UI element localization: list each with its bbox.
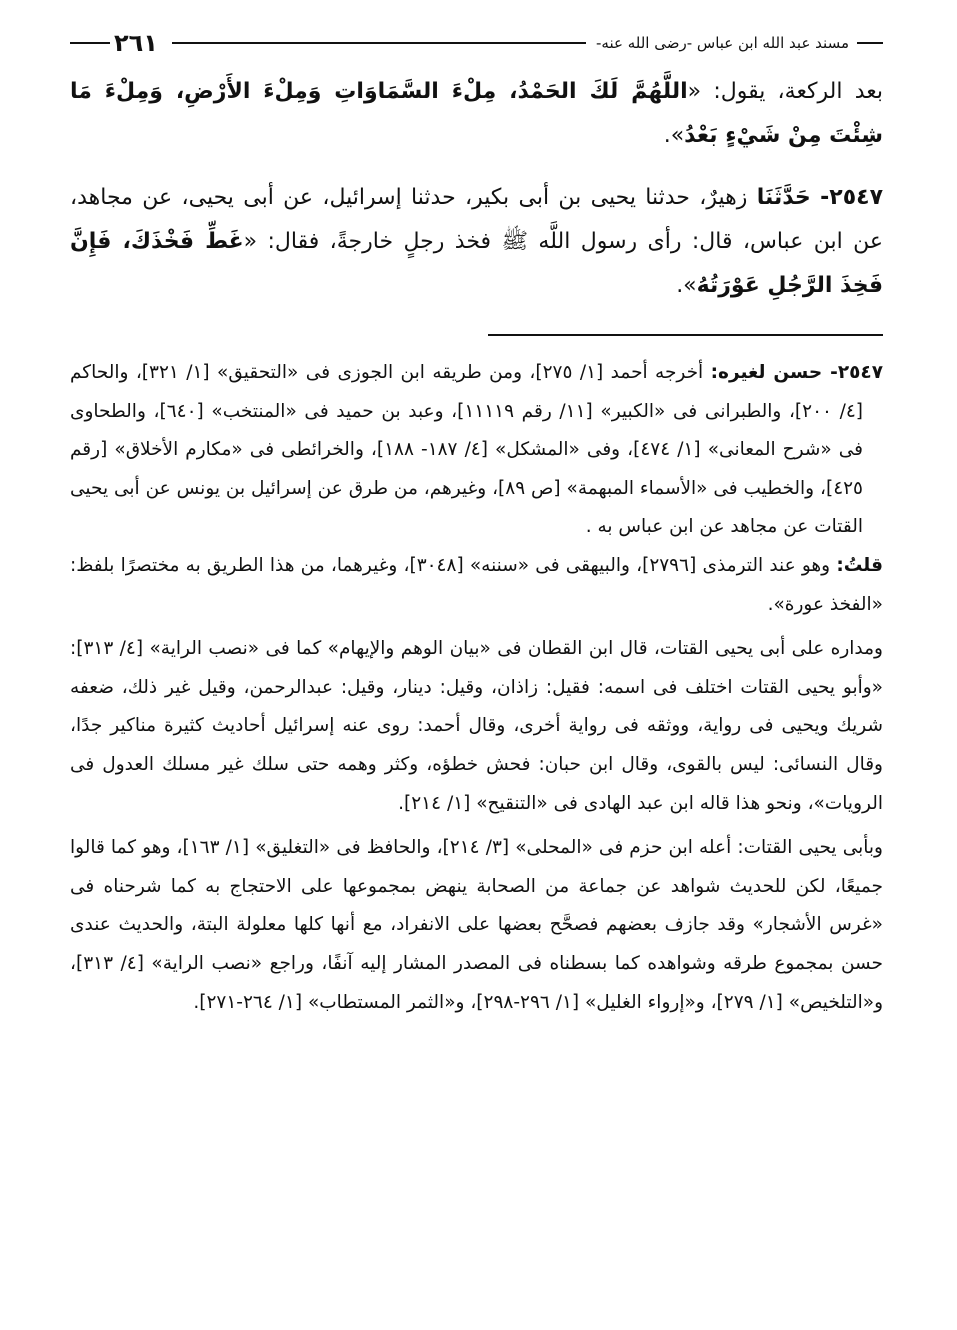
paragraph-end: ». bbox=[663, 123, 685, 148]
footnote-qultu bbox=[70, 547, 883, 624]
hadith-chain: زهيرٌ، حدثنا يحيى بن أبى بكير، حدثنا إسرائيل، عن أبى يحيى، عن مجاهد، عن ابن عباس، قال: رأى رسول اللَّه ﷺ فخذ رجلٍ خارجةً، فقال: « bbox=[70, 185, 883, 254]
paragraph-intro: بعد الركعة، يقول: « bbox=[687, 79, 883, 104]
running-header bbox=[70, 26, 883, 60]
continued-paragraph bbox=[70, 70, 883, 158]
header-rule-start bbox=[857, 42, 883, 44]
prophetic-quote: اللَّهُمَّ لَكَ الحَمْدُ، مِلْءَ السَّمَاوَاتِ وَمِلْءَ الأَرْضِ، وَمِلْءَ مَا شِئْتَ مِنْ شَيْءٍ بَعْدُ bbox=[70, 79, 883, 148]
header-rule bbox=[172, 42, 586, 44]
analysis-text: ومداره على أبى يحيى القتات، قال ابن القطان فى «بيان الوهم والإيهام» كما فى «نصب الراية» [٤/ ٣١٣]: «وأبو يحيى القتات اختلف فى اسمه: فقيل: زاذان، وقيل: دينار، وقيل: عبدالرحمن، وقيل غير ذلك، ضعفه شريك ويحيى فى رواية، ووثقه فى رواية أخرى، وقال أحمد: روى عنه إسرائيل أحاديث كثيرة مناكير جدًا، وقال النسائى: ليس بالقوى، وقال ابن حبان: فحش خطؤه، وكثر وهمه حتى سلك غير مسلك العدول فى الرويات»، ونحو هذا قاله ابن عبد الهادى فى «التنقيح» [١/ ٢١٤]. bbox=[70, 638, 883, 814]
book-page bbox=[70, 26, 883, 1300]
hadith-quote: غَطِّ فَخْذَكَ، فَإِنَّ فَخِذَ الرَّجُلِ عَوْرَتُهُ bbox=[70, 229, 883, 298]
hadith-end: ». bbox=[676, 273, 697, 298]
footnotes bbox=[70, 354, 883, 1022]
footnote-takhrij-text: أخرجه أحمد [١/ ٢٧٥]، ومن طريقه ابن الجوزى فى «التحقيق» [١/ ٣٢١]، والحاكم [٤/ ٢٠٠]، والطبرانى فى «الكبير» [١١/ رقم ١١١١٩]، وعبد بن حميد فى «المنتخب» [٦٤٠]، والطحاوى فى «شرح المعانى» [١/ ٤٧٤]، وفى «المشكل» [٤/ ١٨٧- ١٨٨]، والخرائطى فى «مكارم الأخلاق» [رقم ٤٢٥]، والخطيب فى «الأسماء المبهمة» [ص ٨٩]، وغيرهم، من طرق عن إسرائيل بن يونس عن أبى يحيى القتات عن مجاهد عن ابن عباس به . bbox=[70, 362, 863, 538]
footnote-analysis bbox=[70, 630, 883, 823]
main-text bbox=[70, 70, 883, 308]
footnote-separator bbox=[488, 334, 883, 336]
footnote-conclusion bbox=[70, 829, 883, 1022]
header-rule-end bbox=[70, 42, 110, 44]
hadith-number: ٢٥٤٧- bbox=[820, 185, 884, 210]
hadith-paragraph bbox=[70, 176, 883, 308]
footnote-takhrij bbox=[70, 354, 883, 547]
hadith-opening: حَدَّثَنَا bbox=[756, 185, 811, 210]
page-number: ٢٦١ bbox=[114, 29, 158, 57]
qultu-text: وهو عند الترمذى [٢٧٩٦]، والبيهقى فى «سننه» [٣٠٤٨]، وغيرهما، من هذا الطريق به مختصرًا بلفظ: «الفخذ عورة». bbox=[70, 554, 883, 615]
conclusion-text: وبأبى يحيى القتات: أعله ابن حزم فى «المحلى» [٣/ ٢١٤]، والحافظ فى «التغليق» [١/ ١٦٣]، وهو كما قالوا جميعًا، لكن للحديث شواهد عن جماعة من الصحابة ينهض بمجموعها على الاحتجاج به كما شرحناه فى «غرس الأشجار» وقد جازف بعضهم فصحَّح بعضها على الانفراد، مع أنها كلها معلولة البتة، والحديث عندى حسن بمجموع طرقه وشواهده كما بسطناه فى المصدر المشار إليه آنفًا، وراجع «نصب الراية» [٤/ ٣١٣]، و«التلخيص» [١/ ٢٧٩]، و«إرواء الغليل» [١/ ٢٩٦-٢٩٨]، و«الثمر المستطاب» [١/ ٢٦٤-٢٧١]. bbox=[70, 837, 883, 1013]
running-title: مسند عبد الله ابن عباس -رضى الله عنه- bbox=[596, 34, 849, 52]
qultu-label: قلتُ: bbox=[836, 554, 883, 576]
footnote-heading: ٢٥٤٧- حسن لغيره: bbox=[710, 362, 883, 383]
